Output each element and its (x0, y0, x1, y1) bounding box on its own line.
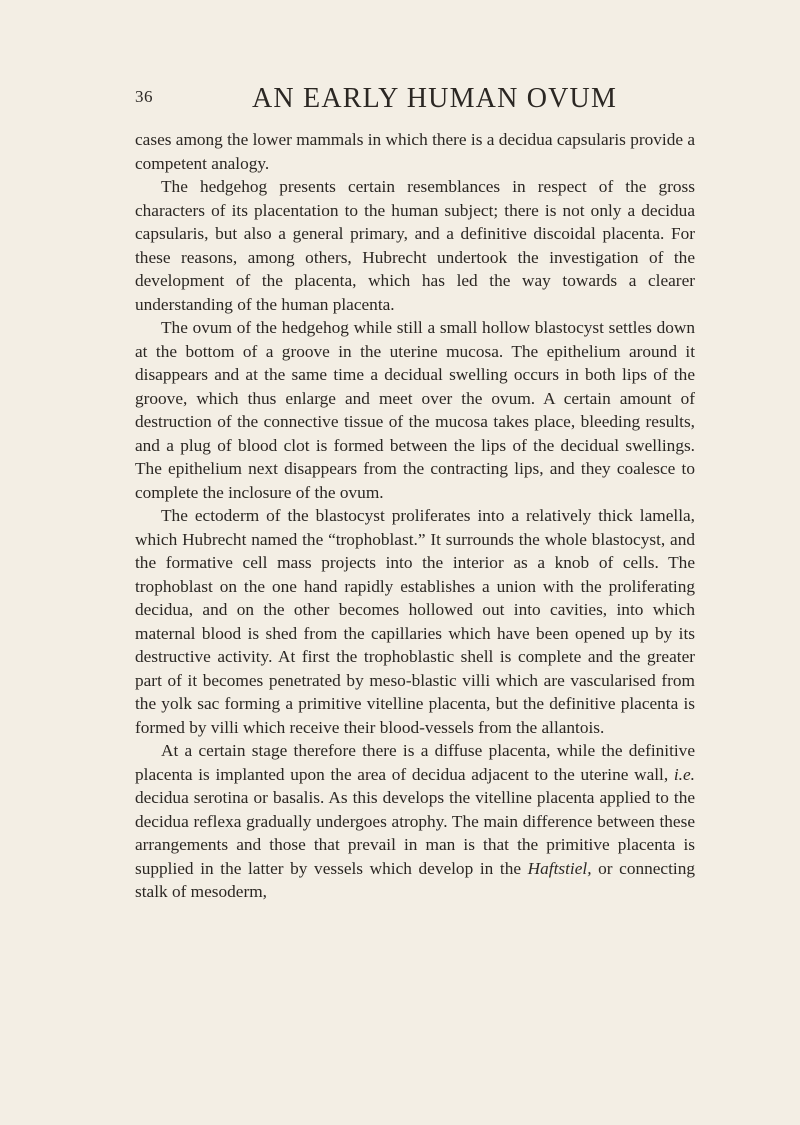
text-run: At a certain stage therefore there is a diffuse placenta, while the definitive placenta is implanted upon the area of decidua adjacent to the uterine wall, (135, 741, 695, 784)
text-run: decidua serotina or basalis. As this develops the vitelline placenta applied to the decidua reflexa gradually undergoes atrophy. The main difference between these arrangements and those that prevail in man is that the primitive placenta is supplied in the latter by vessels which develop in the (135, 788, 695, 878)
paragraph-ovum-implantation: The ovum of the hedgehog while still a small hollow blastocyst settles down at the bottom of a groove in the uterine mucosa. The epithelium around it disappears and at the same time a decidual swelling occurs in both lips of the groove, which thus enlarge and meet over the ovum. A certain amount of destruction of the connective tissue of the mucosa takes place, bleeding results, and a plug of blood clot is formed between the lips of the decidual swellings. The epithelium next disappears from the contracting lips, and they coalesce to complete the inclosure of the ovum. (135, 318, 695, 502)
page-title: AN EARLY HUMAN OVUM (252, 83, 618, 114)
running-head (135, 83, 695, 123)
paragraph-hedgehog-placentation: The hedgehog presents certain resemblances in respect of the gross characters of its placentation to the human subject; there is not only a decidua capsularis, but also a general primary, and a definitive discoidal placenta. For these reasons, among others, Hubrecht undertook the investigation of the development of the placenta, which has led the way towards a clearer understanding of the human placenta. (135, 177, 695, 314)
paragraph-continued: cases among the lower mammals in which there is a decidua capsularis provide a competent analogy. (135, 130, 696, 173)
page-number: 36 (135, 87, 153, 106)
paragraph-placenta-stages (135, 739, 695, 904)
text-run: or connecting stalk of mesoderm, (135, 858, 695, 901)
italic-text: i.e. (673, 764, 695, 784)
paragraph-trophoblast: The ectoderm of the blastocyst proliferates into a relatively thick lamella, which Hubrecht named the “trophoblast.” It surrounds the whole blastocyst, and the formative cell mass projects into the interior as a knob of cells. The trophoblast on the one hand rapidly establishes a union with the proliferating decidua, and on the other becomes hollowed out into cavities, into which maternal blood is shed from the capillaries which have been opened up by its destructive activity. At first the trophoblastic shell is complete and the greater part of it becomes penetrated by meso-blastic villi which are vascularised from the yolk sac forming a primitive vitelline placenta, but the definitive placenta is formed by villi which receive their blood-vessels from the allantois. (135, 506, 695, 737)
italic-text: Haftstiel, (527, 858, 592, 878)
body-text (135, 128, 695, 904)
